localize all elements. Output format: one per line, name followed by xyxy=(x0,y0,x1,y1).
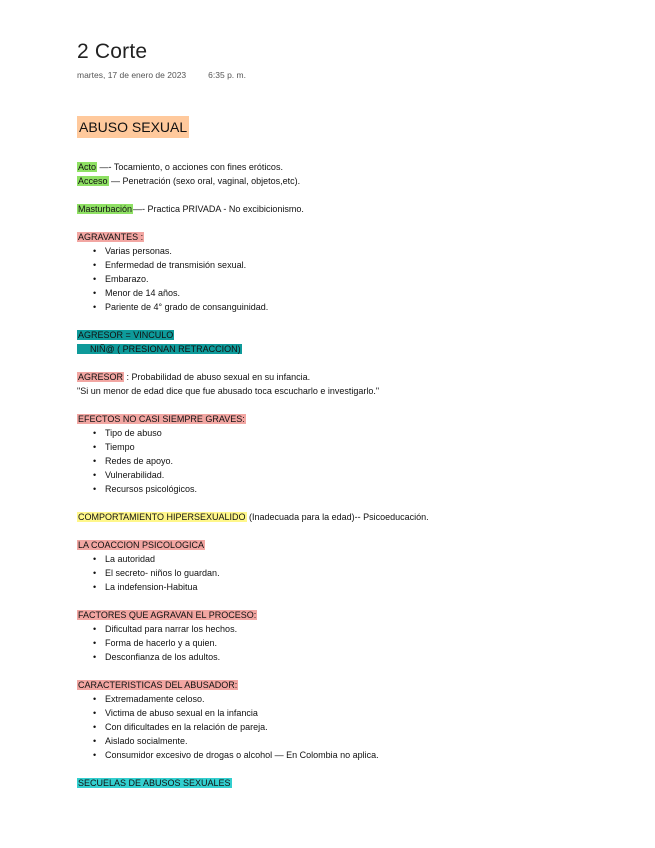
list-item: • Dificultad para narrar los hechos. xyxy=(93,622,617,636)
acto-term: Acto xyxy=(78,162,97,172)
list-item: • Menor de 14 años. xyxy=(93,286,617,300)
masturbacion-term: Masturbación xyxy=(78,204,133,214)
list-item: • Pariente de 4° grado de consanguinidad. xyxy=(93,300,617,314)
list-item: • Tipo de abuso xyxy=(93,426,617,440)
factores-heading-line xyxy=(77,608,617,622)
note-content[interactable] xyxy=(77,112,617,790)
efectos-list xyxy=(77,426,617,496)
page-meta xyxy=(77,70,246,80)
agresor-vinculo-sub: NIÑ@ ( PRESIONAN RETRACCION) xyxy=(77,344,242,354)
list-item: • La autoridad xyxy=(93,552,617,566)
acto-line xyxy=(77,160,617,174)
factores-list xyxy=(77,622,617,664)
comportamiento-term: COMPORTAMIENTO HIPERSEXUALIDO xyxy=(78,512,246,522)
acceso-text: — Penetración (sexo oral, vaginal, objetos,etc). xyxy=(108,176,301,186)
secuelas-heading: SECUELAS DE ABUSOS SEXUALES xyxy=(78,778,231,788)
agresor-vinculo-line1 xyxy=(77,328,617,342)
acceso-line xyxy=(77,174,617,188)
acto-text: —- Tocamiento, o acciones con fines eróticos. xyxy=(97,162,283,172)
agresor-vinculo-line2 xyxy=(77,342,617,356)
comportamiento-text: (Inadecuada para la edad)-- Psicoeducación. xyxy=(246,512,429,522)
list-item: • Embarazo. xyxy=(93,272,617,286)
list-item: • Desconfianza de los adultos. xyxy=(93,650,617,664)
agravantes-list xyxy=(77,244,617,314)
list-item: • Aislado socialmente. xyxy=(93,734,617,748)
agravantes-heading: AGRAVANTES : xyxy=(78,232,144,242)
coaccion-list xyxy=(77,552,617,594)
list-item: • Forma de hacerlo y a quien. xyxy=(93,636,617,650)
main-heading: ABUSO SEXUAL xyxy=(77,116,189,138)
page-title[interactable]: 2 Corte xyxy=(77,40,148,63)
list-item: • La indefension-Habitua xyxy=(93,580,617,594)
list-item: • Extremadamente celoso. xyxy=(93,692,617,706)
efectos-heading: EFECTOS NO CASI SIEMPRE GRAVES: xyxy=(78,414,245,424)
factores-heading: FACTORES QUE AGRAVAN EL PROCESO: xyxy=(78,610,257,620)
page-date: martes, 17 de enero de 2023 xyxy=(77,70,187,80)
list-item: • Redes de apoyo. xyxy=(93,454,617,468)
masturbacion-text: —- Practica PRIVADA - No excibicionismo. xyxy=(133,204,304,214)
agravantes-heading-line xyxy=(77,230,617,244)
list-item: • Consumidor excesivo de drogas o alcohol — En Colombia no aplica. xyxy=(93,748,617,762)
list-item: • Victima de abuso sexual en la infancia xyxy=(93,706,617,720)
comportamiento-line xyxy=(77,510,617,524)
agresor-text: : Probabilidad de abuso sexual en su infancia. xyxy=(124,372,311,382)
list-item: • Tiempo xyxy=(93,440,617,454)
masturbacion-line xyxy=(77,202,617,216)
list-item: • Recursos psicológicos. xyxy=(93,482,617,496)
agresor-quote: "Si un menor de edad dice que fue abusado toca escucharlo e investigarlo." xyxy=(77,386,380,396)
coaccion-heading-line xyxy=(77,538,617,552)
page-time: 6:35 p. m. xyxy=(208,70,246,80)
caracteristicas-heading-line xyxy=(77,678,617,692)
caracteristicas-list xyxy=(77,692,617,762)
coaccion-heading: LA COACCION PSICOLOGICA xyxy=(78,540,205,550)
efectos-heading-line xyxy=(77,412,617,426)
caracteristicas-heading: CARACTERISTICAS DEL ABUSADOR: xyxy=(78,680,238,690)
agresor-vinculo-text: AGRESOR = VINCULO xyxy=(78,330,174,340)
list-item: • Vulnerabilidad. xyxy=(93,468,617,482)
list-item: • Varias personas. xyxy=(93,244,617,258)
secuelas-heading-line xyxy=(77,776,617,790)
list-item: • Enfermedad de transmisión sexual. xyxy=(93,258,617,272)
acceso-term: Acceso xyxy=(78,176,108,186)
list-item: • Con dificultades en la relación de pareja. xyxy=(93,720,617,734)
list-item: • El secreto- niños lo guardan. xyxy=(93,566,617,580)
agresor-line xyxy=(77,370,617,384)
agresor-term: AGRESOR xyxy=(78,372,124,382)
